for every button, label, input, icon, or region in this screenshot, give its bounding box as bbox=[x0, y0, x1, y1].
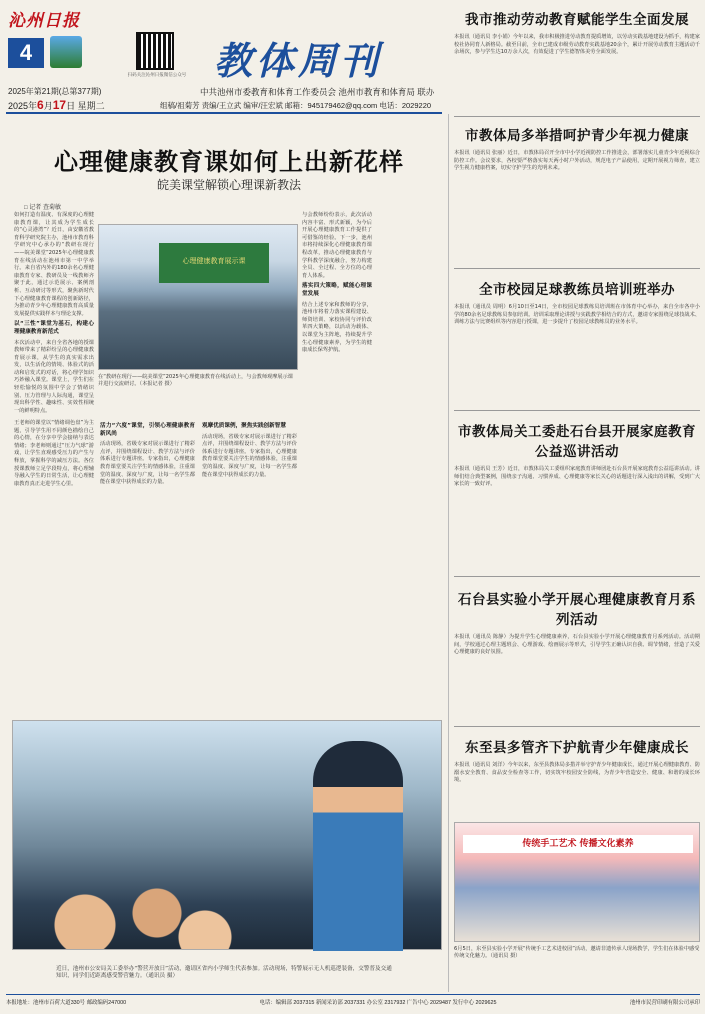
article-divider bbox=[454, 726, 700, 727]
main-subheadline: 皖美课堂解锁心理课新教法 bbox=[156, 178, 301, 192]
editors-line: 组稿/祖菊芳 责编/王立武 编审/汪宏斌 邮箱：945179462@qq.com 电话：2029220 bbox=[160, 101, 432, 110]
main-headline: 心理健康教育课如何上出新花样 bbox=[54, 147, 404, 176]
article-column-1b bbox=[14, 420, 94, 488]
issue-date bbox=[8, 98, 105, 112]
paragraph: 活动现场，省级专家对展示课进行了精彩点评，并围绕课程设计、教学方法与评价体系进行专题讲座。专家指出，心理健康教育课堂要关注学生的情感体验，注重课堂的温度、深度与广度，让每一名学生都能在课堂中获得成长的力量。 bbox=[100, 441, 195, 486]
photo-caption: 6月5日，东至县实验小学开展“传统手工艺术进校园”活动，邀请非遗传承人现场教学，学生们在体验中感受传统文化魅力。（通讯员 摄） bbox=[454, 946, 700, 960]
page-number: 4 bbox=[8, 38, 44, 68]
paragraph: 如何打造有温度、有深度的心理健康教育课，让其成为学生成长的“心灵港湾”？近日，由安徽省教育科学研究院主办，池州市教育科学研究中心承办的“教研在现行——皖美课堂”2025年心理健康教育在线活动在池州市第一中学举行。来自省内外的180余名心理健康教育专家、教研员及一线教师齐聚于此，通过示范展示、案例剖析、互动研讨等形式，聚焦新时代下心理健康教育课程的创新路径，为推动青少年心理健康教育高质量发展提供实践样本与理论支撑。 bbox=[14, 212, 94, 317]
blackboard bbox=[159, 243, 269, 283]
paragraph: 活动现场，省级专家对展示课进行了精彩点评，并围绕课程设计、教学方法与评价体系进行专题讲座。专家指出，心理健康教育课堂要关注学生的情感体验，注重课堂的温度、深度与广度，让每一名学生都能在课堂中获得成长的力量。 bbox=[202, 433, 297, 478]
footer-printer: 池州市民营印刷有限公司承印 bbox=[629, 1000, 700, 1006]
article-divider bbox=[454, 268, 700, 269]
article-headline: 东至县多管齐下护航青少年健康成长 bbox=[465, 740, 689, 756]
edition-logo-icon bbox=[50, 36, 82, 68]
paragraph: 本次活动中，来自全省各地的授课教师带来了精彩纷呈的心理健康教育展示课，从学生的真实需求出发，以生活化的情境、体验式的活动和启发式的对话，将心理学知识巧妙融入课堂。课堂上，学生们在轻松愉悦的氛围中学会了情绪识别、压力管理与人际沟通，课堂呈现出科学性、趣味性、实效性相统一的鲜明特点。 bbox=[14, 339, 94, 414]
handicraft-banner: 传统手工艺术 传播文化素养 bbox=[463, 835, 693, 853]
date-day: 17 bbox=[52, 98, 67, 112]
article-divider bbox=[454, 116, 700, 117]
photo-caption: 近日，池州市公安局关工委举办“警营开放日”活动，邀请区省内小学师生代表参加。活动现场，特警展示无人机巡逻装备，交警普及交通知识，同学们近距离感受警营魅力。（通讯员 摄） bbox=[56, 966, 392, 980]
footer-phones: 电话：编辑部 2037315 新闻采访部 2037331 办公室 2317932 广告中心 2029487 发行中心 2029625 bbox=[259, 1000, 497, 1006]
article-body: 本报讯（通讯员 周明）6月10日至14日，全市校园足球教练员培训班在市体育中心举办，来自全市各中小学的80余名足球教练员参加培训。培训采取理论讲授与实践教学相结合的方式，邀请专家围绕足球技战术、训练方法与比赛组织等内容进行授课，进一步提升了校园足球教练员的业务水平。 bbox=[454, 304, 700, 326]
qr-code-icon bbox=[136, 32, 174, 70]
article-football-training bbox=[454, 278, 700, 327]
article-divider bbox=[454, 410, 700, 411]
article-body: 本报讯（通讯员 王芳）近日，市教体局关工委组织家庭教育讲师团赴石台县开展家庭教育公益巡讲活动。讲师们结合典型案例，围绕亲子沟通、习惯养成、心理健康等家长关心的话题进行深入浅出的讲解，受到广大家长的一致好评。 bbox=[454, 466, 700, 488]
article-column-1 bbox=[14, 212, 94, 415]
date-suffix: 日 星期二 bbox=[66, 101, 105, 111]
subheading: 落实四大策略，赋能心理课堂发展 bbox=[302, 283, 372, 297]
article-shitai-mental-health bbox=[454, 588, 700, 657]
article-body: 本报讯（通讯员 张丽）近日，市教体局召开全市中小学近视防控工作推进会，部署落实儿童青少年近视综合防控工作。会议要求，各校要严格落实每天两小时户外活动，规范电子产品使用，定期开展视力筛查，建立学生视力健康档案，切实守护学生的光明未来。 bbox=[454, 150, 700, 172]
edition-info: 2025年第21期(总第377期) bbox=[8, 87, 102, 96]
article-headline: 市教体局多举措呵护青少年视力健康 bbox=[465, 128, 689, 144]
article-headline: 我市推动劳动教育赋能学生全面发展 bbox=[465, 12, 689, 28]
police-open-day-photo bbox=[12, 720, 442, 950]
column-divider bbox=[448, 114, 449, 992]
paragraph: 与会教师纷纷表示，此次活动内容丰富、形式新颖，为今后开展心理健康教育工作提供了可借鉴的经验。下一步，池州市将持续深化心理健康教育课程改革，推动心理健康教育与学科教学深度融合，努力构建全员、全过程、全方位的心理育人体系。 bbox=[302, 212, 372, 279]
handicraft-photo bbox=[454, 822, 700, 942]
subheading: 活力“六度”课堂，引领心理健康教育新风尚 bbox=[100, 423, 195, 437]
byline: □ 记者 查菊敏 bbox=[24, 205, 61, 211]
article-headline: 石台县实验小学开展心理健康教育月系列活动 bbox=[458, 592, 696, 628]
masthead-divider bbox=[6, 112, 442, 114]
article-dongzhi-youth-health bbox=[454, 736, 700, 785]
subheading: 以“三性”课堂为基石，构建心理健康教育新范式 bbox=[14, 321, 94, 335]
date-mid: 月 bbox=[43, 101, 53, 111]
article-body: 本报讯（通讯员 陈静）为提升学生心理健康素养，石台县实验小学开展心理健康教育月系列活动。活动期间，学校通过心理主题班会、心理游戏、绘画展示等形式，引导学生正确认识自我、调节情绪，营造了关爱心理健康的良好氛围。 bbox=[454, 634, 700, 656]
article-body: 本报讯（通讯员 李小娟）今年以来，我市积极推进劳动教育提质增效，以劳动实践基地建设为抓手，构建家校社协同育人新格局。截至目前，全市已建成市级劳动教育实践基地20余个，累计开展劳动教育主题活动千余场次，参与学生达10万余人次，有效促进了学生德智体美劳全面发展。 bbox=[454, 34, 700, 56]
article-headline: 全市校园足球教练员培训班举办 bbox=[479, 282, 675, 298]
article-divider bbox=[454, 576, 700, 577]
date-prefix: 2025年 bbox=[8, 101, 38, 111]
article-body: 本报讯（通讯员 刘洋）今年以来，东至县教体局多措并举守护青少年健康成长，通过开展心理健康教育、防溺水安全教育、食品安全检查等工作，切实筑牢校园安全防线，为青少年营造安全、健康、和谐的成长环境。 bbox=[454, 762, 700, 784]
article-column-2 bbox=[100, 420, 195, 487]
qr-caption: 扫码关注沁州日报微信公众号 bbox=[127, 72, 187, 77]
article-labor-education bbox=[454, 8, 700, 57]
subheading: 观摩优质课例，聚焦实践创新智慧 bbox=[202, 423, 286, 429]
newspaper-logo: 沁州日报 bbox=[8, 11, 80, 31]
section-title: 教体周刊 bbox=[214, 38, 383, 83]
classroom-photo bbox=[98, 224, 298, 370]
blackboard-text: 心理健康教育展示课 bbox=[182, 257, 246, 265]
article-column-4 bbox=[302, 212, 372, 355]
paragraph: 王老师的课堂以“情绪调色盘”为主题，引导学生用不同颜色描绘自己的心情，在分享中学会接纳与表达情绪；李老师则通过“压力气球”游戏，让学生直观感受压力的产生与释放，掌握科学的减压方法。各位授课教师立足学段特点，将心理辅导融入学生的日常生活，让心理健康教育真正走进学生心里。 bbox=[14, 420, 94, 487]
children-hands bbox=[13, 829, 253, 949]
article-headline: 市教体局关工委赴石台县开展家庭教育公益巡讲活动 bbox=[458, 424, 696, 460]
footer bbox=[6, 994, 700, 1006]
paragraph: 结合上述专家和教师的分享，池州市将着力落实课程建设、师资培训、家校协同与评价改革四大策略，以活动为载体、以课堂为主阵地，持续提升学生心理健康素养，为学生的健康成长保驾护航。 bbox=[302, 301, 372, 354]
police-officer bbox=[313, 741, 403, 951]
sponsor-line: 中共池州市委教育和体育工作委员会 池州市教育和体育局 联办 bbox=[200, 87, 435, 97]
photo-caption: 在“教研在现行——皖美课堂”2025年心理健康教育在线活动上，与会教师观摩展示课并进行交流研讨。（本报记者 摄） bbox=[98, 374, 293, 387]
article-column-3 bbox=[202, 420, 297, 479]
footer-address: 本报地址：池州市百荷大道330号 邮政编码247000 bbox=[6, 1000, 127, 1006]
article-family-education bbox=[454, 420, 700, 489]
date-month: 6 bbox=[37, 98, 44, 112]
article-vision-health bbox=[454, 124, 700, 173]
